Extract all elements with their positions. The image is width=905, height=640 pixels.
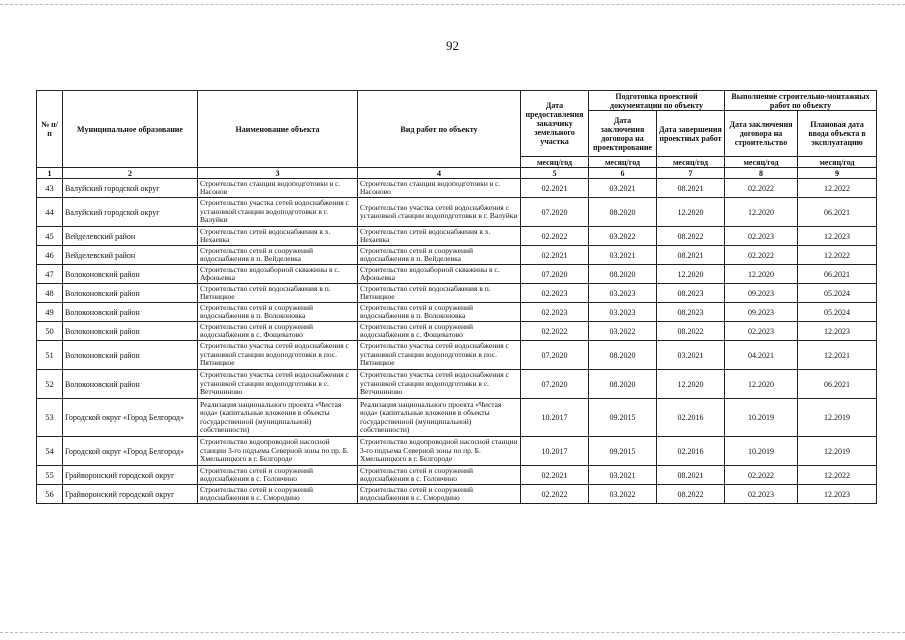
row-number: 53 xyxy=(37,399,63,437)
date-design-complete-cell: 08.2022 xyxy=(657,322,725,341)
header-date-construction-contract: Дата заключения договора на строительство xyxy=(725,111,798,157)
date-planned-commissioning-cell: 06.2021 xyxy=(798,198,877,227)
date-design-contract-cell: 03.2023 xyxy=(589,284,657,303)
work-type-cell: Строительство сетей и сооружений водоснабжения в с. Фощеватово xyxy=(358,322,521,341)
date-design-contract-cell: 03.2023 xyxy=(589,303,657,322)
row-number: 54 xyxy=(37,437,63,466)
date-planned-commissioning-cell: 12.2021 xyxy=(798,341,877,370)
table-row xyxy=(37,303,877,322)
work-type-cell: Строительство сетей и сооружений водоснабжения в с. Смородино xyxy=(358,485,521,504)
date-provision-cell: 02.2023 xyxy=(521,303,589,322)
date-design-complete-cell: 08.2022 xyxy=(657,485,725,504)
work-type-cell: Строительство участка сетей водоснабжения с установкой станции водоподготовки в г. Валуйки xyxy=(358,198,521,227)
date-planned-commissioning-cell: 12.2022 xyxy=(798,179,877,198)
date-construction-contract-cell: 02.2022 xyxy=(725,466,798,485)
row-number: 43 xyxy=(37,179,63,198)
header-unit: месяц/год xyxy=(798,157,877,168)
date-provision-cell: 07.2020 xyxy=(521,198,589,227)
municipality-cell: Городской округ «Город Белгород» xyxy=(63,399,198,437)
row-number: 51 xyxy=(37,341,63,370)
header-date-provision: Дата предоставления заказчику земельного участка xyxy=(521,91,589,157)
table-row xyxy=(37,466,877,485)
header-municipality: Муниципальное образование xyxy=(63,91,198,168)
municipality-cell: Волоконовский район xyxy=(63,341,198,370)
date-design-complete-cell: 12.2020 xyxy=(657,265,725,284)
table-row xyxy=(37,322,877,341)
object-name-cell: Строительство сетей и сооружений водоснабжения в п. Волоконовка xyxy=(198,303,358,322)
column-index: 2 xyxy=(63,168,198,179)
municipality-cell: Городской округ «Город Белгород» xyxy=(63,437,198,466)
object-name-cell: Строительство участка сетей водоснабжения с установкой станции водоподготовки в пос. Пятницкое xyxy=(198,341,358,370)
date-planned-commissioning-cell: 12.2023 xyxy=(798,485,877,504)
object-name-cell: Строительство водозаборной скважины в с. Афоньевка xyxy=(198,265,358,284)
date-provision-cell: 02.2021 xyxy=(521,246,589,265)
date-design-complete-cell: 02.2016 xyxy=(657,399,725,437)
header-group-design: Подготовка проектной документации по объекту xyxy=(589,91,725,111)
date-design-complete-cell: 08.2023 xyxy=(657,284,725,303)
date-design-contract-cell: 03.2021 xyxy=(589,179,657,198)
date-planned-commissioning-cell: 12.2022 xyxy=(798,246,877,265)
header-date-design-complete: Дата завершения проектных работ xyxy=(657,111,725,157)
header-unit: месяц/год xyxy=(725,157,798,168)
column-index: 5 xyxy=(521,168,589,179)
municipality-cell: Грайворонский городской округ xyxy=(63,466,198,485)
date-planned-commissioning-cell: 12.2019 xyxy=(798,437,877,466)
date-construction-contract-cell: 09.2023 xyxy=(725,284,798,303)
work-type-cell: Строительство сетей водоснабжения в п. Пятницкое xyxy=(358,284,521,303)
date-construction-contract-cell: 02.2023 xyxy=(725,227,798,246)
work-type-cell: Строительство участка сетей водоснабжения с установкой станции водоподготовки в пос. Пятницкое xyxy=(358,341,521,370)
date-construction-contract-cell: 04.2021 xyxy=(725,341,798,370)
object-name-cell: Строительство сетей водоснабжения в п. Пятницкое xyxy=(198,284,358,303)
date-provision-cell: 02.2022 xyxy=(521,322,589,341)
work-type-cell: Строительство сетей водоснабжения в х. Нехаевка xyxy=(358,227,521,246)
date-design-contract-cell: 03.2022 xyxy=(589,322,657,341)
date-planned-commissioning-cell: 12.2022 xyxy=(798,466,877,485)
work-type-cell: Реализация национального проекта «Чистая вода» (капитальные вложения в объекты государственной (муниципальной) собственности) xyxy=(358,399,521,437)
table-row xyxy=(37,284,877,303)
date-provision-cell: 02.2021 xyxy=(521,466,589,485)
header-object-name: Наименование объекта xyxy=(198,91,358,168)
municipality-cell: Валуйский городской округ xyxy=(63,198,198,227)
header-date-design-contract: Дата заключения договора на проектирование xyxy=(589,111,657,157)
date-design-contract-cell: 08.2020 xyxy=(589,265,657,284)
date-design-contract-cell: 08.2020 xyxy=(589,341,657,370)
row-number: 49 xyxy=(37,303,63,322)
column-index: 4 xyxy=(358,168,521,179)
municipality-cell: Волоконовский район xyxy=(63,322,198,341)
municipality-cell: Волоконовский район xyxy=(63,370,198,399)
table-row xyxy=(37,246,877,265)
row-number: 45 xyxy=(37,227,63,246)
column-index: 6 xyxy=(589,168,657,179)
works-schedule-table xyxy=(36,90,877,504)
header-work-type: Вид работ по объекту xyxy=(358,91,521,168)
table-body xyxy=(37,168,877,504)
table-row xyxy=(37,437,877,466)
date-construction-contract-cell: 12.2020 xyxy=(725,198,798,227)
date-construction-contract-cell: 02.2022 xyxy=(725,179,798,198)
date-planned-commissioning-cell: 12.2023 xyxy=(798,322,877,341)
work-type-cell: Строительство водозаборной скважины в с. Афоньевка xyxy=(358,265,521,284)
object-name-cell: Строительство сетей водоснабжения в х. Нехаевка xyxy=(198,227,358,246)
work-type-cell: Строительство участка сетей водоснабжения с установкой станции водоподготовки в с. Ветчининово xyxy=(358,370,521,399)
column-index: 7 xyxy=(657,168,725,179)
date-design-complete-cell: 08.2022 xyxy=(657,227,725,246)
table-row xyxy=(37,370,877,399)
table-row xyxy=(37,198,877,227)
date-design-contract-cell: 09.2015 xyxy=(589,437,657,466)
date-planned-commissioning-cell: 06.2021 xyxy=(798,265,877,284)
object-name-cell: Строительство сетей и сооружений водоснабжения в с. Смородино xyxy=(198,485,358,504)
row-number: 48 xyxy=(37,284,63,303)
date-design-contract-cell: 08.2020 xyxy=(589,198,657,227)
object-name-cell: Строительство сетей и сооружений водоснабжения в с. Фощеватово xyxy=(198,322,358,341)
date-construction-contract-cell: 02.2023 xyxy=(725,485,798,504)
table-row xyxy=(37,399,877,437)
scan-edge-bottom xyxy=(0,632,905,634)
page-number: 92 xyxy=(446,38,459,53)
row-number: 44 xyxy=(37,198,63,227)
date-construction-contract-cell: 09.2023 xyxy=(725,303,798,322)
date-design-contract-cell: 03.2021 xyxy=(589,466,657,485)
municipality-cell: Вейделевский район xyxy=(63,246,198,265)
column-index: 8 xyxy=(725,168,798,179)
object-name-cell: Строительство станции водоподготовки в с. Насонов xyxy=(198,179,358,198)
date-provision-cell: 07.2020 xyxy=(521,341,589,370)
column-index: 1 xyxy=(37,168,63,179)
date-planned-commissioning-cell: 06.2021 xyxy=(798,370,877,399)
work-type-cell: Строительство сетей и сооружений водоснабжения в п. Вейделевка xyxy=(358,246,521,265)
date-construction-contract-cell: 02.2022 xyxy=(725,246,798,265)
header-unit: месяц/год xyxy=(521,157,589,168)
date-provision-cell: 02.2022 xyxy=(521,227,589,246)
scan-edge-top xyxy=(0,4,905,6)
date-design-complete-cell: 12.2020 xyxy=(657,198,725,227)
date-design-complete-cell: 12.2020 xyxy=(657,370,725,399)
date-design-complete-cell: 08.2023 xyxy=(657,303,725,322)
date-planned-commissioning-cell: 12.2019 xyxy=(798,399,877,437)
row-number: 56 xyxy=(37,485,63,504)
table-row xyxy=(37,485,877,504)
date-construction-contract-cell: 10.2019 xyxy=(725,437,798,466)
row-number: 55 xyxy=(37,466,63,485)
column-index: 9 xyxy=(798,168,877,179)
row-number: 47 xyxy=(37,265,63,284)
date-design-contract-cell: 09.2015 xyxy=(589,399,657,437)
row-number: 50 xyxy=(37,322,63,341)
work-type-cell: Строительство сетей и сооружений водоснабжения в с. Головчино xyxy=(358,466,521,485)
object-name-cell: Строительство водопроводной насосной станции 3-го подъема Северной зоны по пр. Б. Хмельницкого в г. Белгороде xyxy=(198,437,358,466)
work-type-cell: Строительство станции водоподготовки в с. Насоново xyxy=(358,179,521,198)
date-design-complete-cell: 03.2021 xyxy=(657,341,725,370)
date-provision-cell: 02.2021 xyxy=(521,179,589,198)
work-type-cell: Строительство сетей и сооружений водоснабжения в п. Волоконовка xyxy=(358,303,521,322)
date-provision-cell: 07.2020 xyxy=(521,265,589,284)
date-design-contract-cell: 08.2020 xyxy=(589,370,657,399)
date-planned-commissioning-cell: 12.2023 xyxy=(798,227,877,246)
municipality-cell: Грайворонский городской округ xyxy=(63,485,198,504)
municipality-cell: Волоконовский район xyxy=(63,284,198,303)
date-design-complete-cell: 02.2016 xyxy=(657,437,725,466)
table-row xyxy=(37,341,877,370)
date-planned-commissioning-cell: 05.2024 xyxy=(798,284,877,303)
date-design-complete-cell: 08.2021 xyxy=(657,179,725,198)
row-number: 46 xyxy=(37,246,63,265)
date-provision-cell: 10.2017 xyxy=(521,399,589,437)
header-unit: месяц/год xyxy=(589,157,657,168)
object-name-cell: Строительство сетей и сооружений водоснабжения в с. Головчино xyxy=(198,466,358,485)
header-group-construction: Выполнение строительно-монтажных работ по объекту xyxy=(725,91,877,111)
date-design-contract-cell: 03.2022 xyxy=(589,227,657,246)
column-index: 3 xyxy=(198,168,358,179)
object-name-cell: Строительство участка сетей водоснабжения с установкой станции водоподготовки в г. Валуйки xyxy=(198,198,358,227)
date-construction-contract-cell: 10.2019 xyxy=(725,399,798,437)
date-construction-contract-cell: 12.2020 xyxy=(725,370,798,399)
date-construction-contract-cell: 12.2020 xyxy=(725,265,798,284)
object-name-cell: Строительство сетей и сооружений водоснабжения в п. Вейделевка xyxy=(198,246,358,265)
date-construction-contract-cell: 02.2023 xyxy=(725,322,798,341)
date-design-complete-cell: 08.2021 xyxy=(657,246,725,265)
column-index-row xyxy=(37,168,877,179)
object-name-cell: Реализация национального проекта «Чистая вода» (капитальные вложения в объекты государственной (муниципальной) собственности) xyxy=(198,399,358,437)
municipality-cell: Вейделевский район xyxy=(63,227,198,246)
municipality-cell: Валуйский городской округ xyxy=(63,179,198,198)
row-number: 52 xyxy=(37,370,63,399)
date-design-complete-cell: 08.2021 xyxy=(657,466,725,485)
table-row xyxy=(37,227,877,246)
work-type-cell: Строительство водопроводной насосной станции 3-го подъема Северной зоны по пр. Б. Хмельницкого в г. Белгороде xyxy=(358,437,521,466)
date-provision-cell: 02.2023 xyxy=(521,284,589,303)
date-design-contract-cell: 03.2021 xyxy=(589,246,657,265)
header-date-planned-commissioning: Плановая дата ввода объекта в эксплуатацию xyxy=(798,111,877,157)
table-row xyxy=(37,265,877,284)
date-planned-commissioning-cell: 05.2024 xyxy=(798,303,877,322)
header-unit: месяц/год xyxy=(657,157,725,168)
date-provision-cell: 10.2017 xyxy=(521,437,589,466)
date-provision-cell: 07.2020 xyxy=(521,370,589,399)
municipality-cell: Волоконовский район xyxy=(63,265,198,284)
municipality-cell: Волоконовский район xyxy=(63,303,198,322)
date-design-contract-cell: 03.2022 xyxy=(589,485,657,504)
object-name-cell: Строительство участка сетей водоснабжения с установкой станции водоподготовки в с. Ветчининово xyxy=(198,370,358,399)
date-provision-cell: 02.2022 xyxy=(521,485,589,504)
header-num: № п/п xyxy=(37,91,63,168)
table-row xyxy=(37,179,877,198)
